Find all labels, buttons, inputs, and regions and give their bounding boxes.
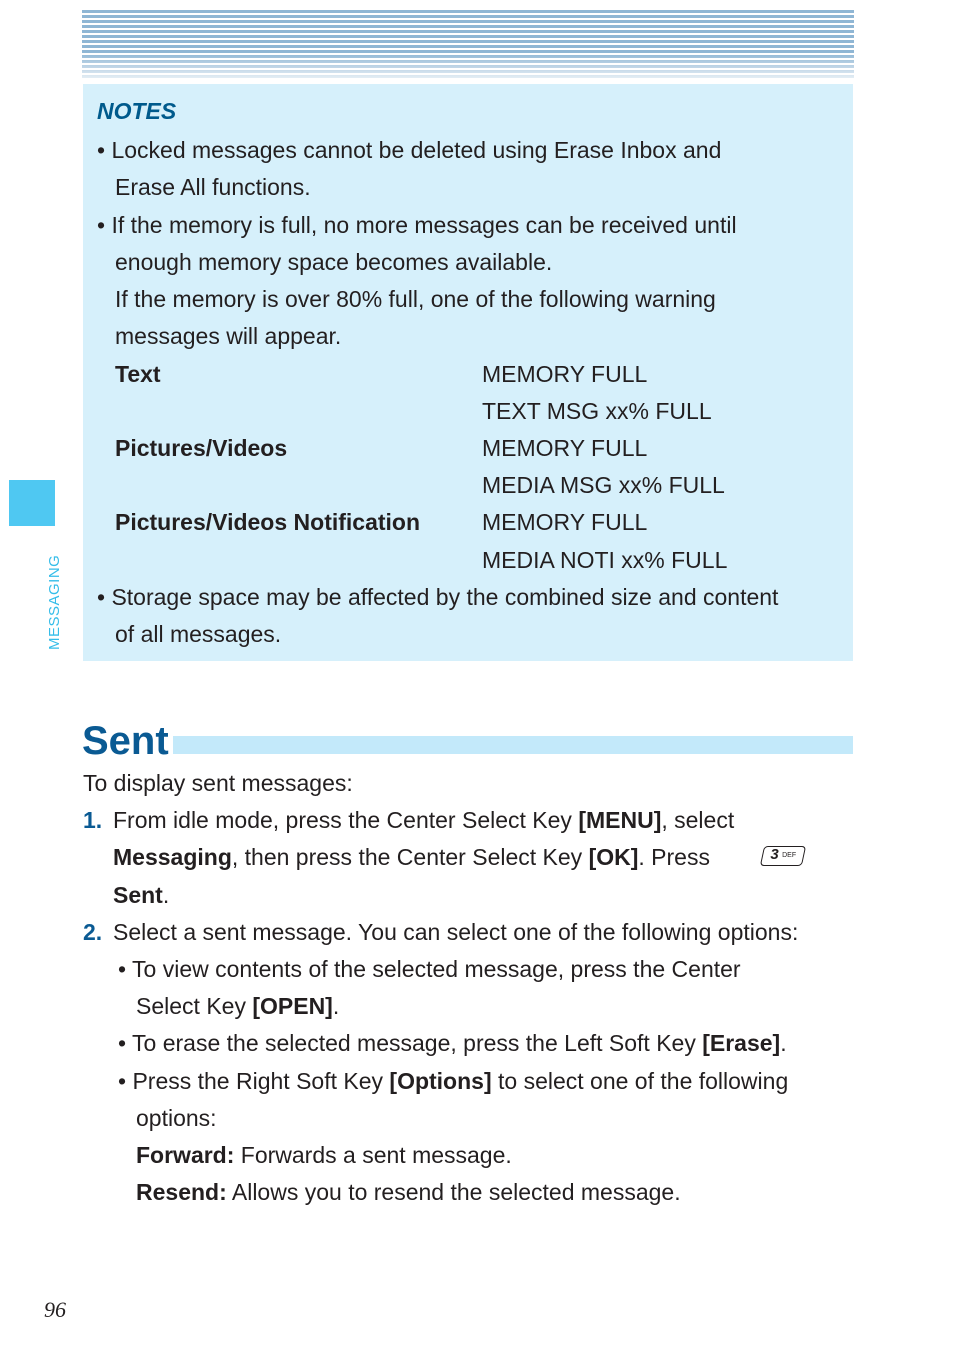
notes-box (83, 84, 853, 661)
warning-value: MEMORY FULL (482, 435, 648, 461)
option-line: • Press the Right Soft Key [Options] to select one of the following (118, 1068, 789, 1094)
option-forward: Forward: Forwards a sent message. (136, 1142, 512, 1168)
step-number: 1. (83, 807, 103, 833)
key-3-icon: 3 DEF (760, 846, 806, 866)
warning-value: MEMORY FULL (482, 509, 648, 535)
step-number: 2. (83, 919, 103, 945)
option-line: • To erase the selected message, press the Left Soft Key [Erase]. (118, 1030, 787, 1056)
step-line: From idle mode, press the Center Select Key [MENU], select (113, 807, 735, 833)
warning-label-notification: Pictures/Videos Notification (115, 509, 421, 535)
section-tab-marker (9, 480, 55, 526)
option-line: Select Key [OPEN]. (136, 993, 340, 1019)
option-line: options: (136, 1105, 217, 1131)
page-number: 96 (44, 1297, 66, 1322)
header-stripes (82, 10, 854, 78)
note-line: Erase All functions. (115, 174, 311, 200)
warning-value: MEMORY FULL (482, 361, 648, 387)
option-resend: Resend: Allows you to resend the selected message. (136, 1179, 681, 1205)
note-line: messages will appear. (115, 323, 342, 349)
warning-label-text: Text (115, 361, 161, 387)
step-line: Sent. (113, 882, 170, 908)
warning-value: MEDIA MSG xx% FULL (482, 472, 725, 498)
step-line: Select a sent message. You can select one of the following options: (113, 919, 799, 945)
warning-label-pictures: Pictures/Videos (115, 435, 288, 461)
note-line: • If the memory is full, no more messages can be received until (97, 212, 737, 238)
note-line: If the memory is over 80% full, one of the following warning (115, 286, 716, 312)
section-label: MESSAGING (46, 554, 63, 650)
warning-value: MEDIA NOTI xx% FULL (482, 547, 728, 573)
note-line: • Storage space may be affected by the combined size and content (97, 584, 779, 610)
section-heading: Sent (82, 718, 173, 764)
note-line: of all messages. (115, 621, 282, 647)
step-line: Messaging, then press the Center Select Key [OK]. Press (113, 844, 710, 870)
note-line: enough memory space becomes available. (115, 249, 553, 275)
note-line: • Locked messages cannot be deleted using Erase Inbox and (97, 137, 722, 163)
intro-text: To display sent messages: (83, 770, 353, 796)
warning-value: TEXT MSG xx% FULL (482, 398, 712, 424)
notes-title: NOTES (97, 98, 177, 124)
section-heading-bar (83, 736, 853, 754)
option-line: • To view contents of the selected message, press the Center (118, 956, 741, 982)
